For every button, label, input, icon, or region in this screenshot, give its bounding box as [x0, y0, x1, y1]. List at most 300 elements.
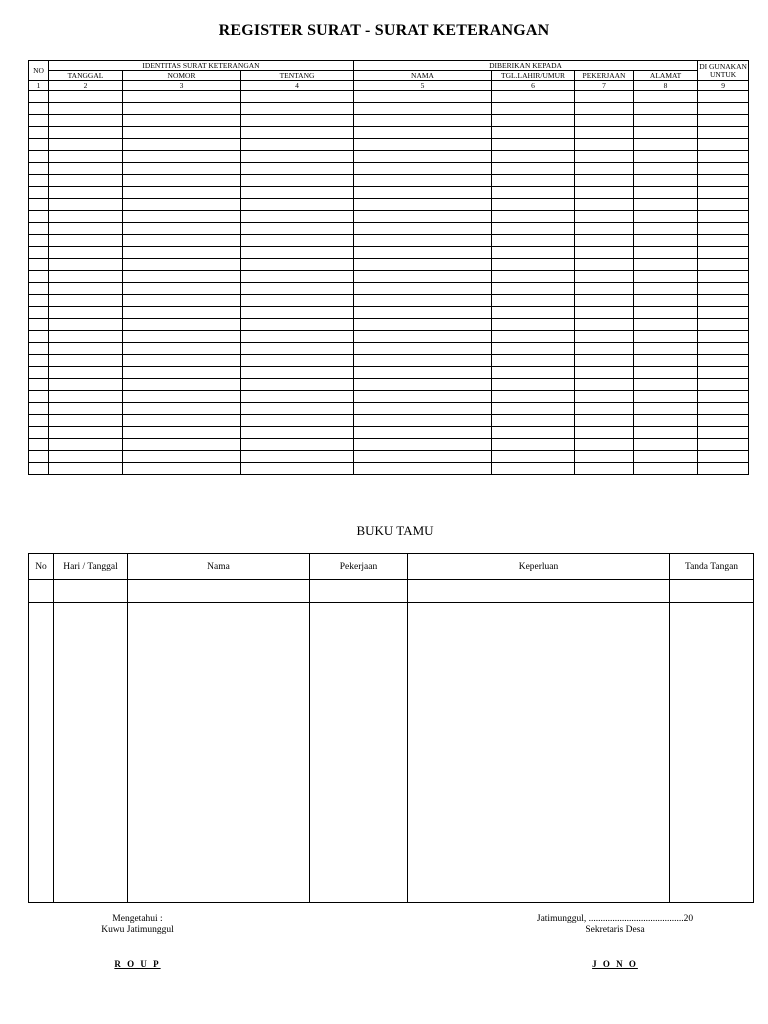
register-cell[interactable]	[123, 415, 241, 427]
register-cell[interactable]	[634, 463, 698, 475]
register-cell[interactable]	[49, 211, 123, 223]
register-cell[interactable]	[575, 331, 634, 343]
register-cell[interactable]	[698, 343, 749, 355]
register-cell[interactable]	[49, 223, 123, 235]
register-cell[interactable]	[634, 307, 698, 319]
register-cell[interactable]	[241, 331, 354, 343]
register-cell[interactable]	[575, 451, 634, 463]
guest-cell[interactable]	[128, 603, 310, 903]
register-cell[interactable]	[575, 343, 634, 355]
register-cell[interactable]	[492, 259, 575, 271]
register-cell[interactable]	[634, 271, 698, 283]
register-cell[interactable]	[575, 247, 634, 259]
register-cell[interactable]	[698, 403, 749, 415]
register-cell[interactable]	[354, 463, 492, 475]
register-cell[interactable]	[492, 283, 575, 295]
register-cell[interactable]	[575, 439, 634, 451]
register-cell[interactable]	[698, 439, 749, 451]
register-cell[interactable]	[698, 355, 749, 367]
register-cell[interactable]	[123, 427, 241, 439]
register-cell[interactable]	[241, 247, 354, 259]
register-cell[interactable]	[354, 175, 492, 187]
register-cell[interactable]	[241, 223, 354, 235]
register-cell[interactable]	[575, 115, 634, 127]
register-cell[interactable]	[354, 307, 492, 319]
register-cell[interactable]	[241, 439, 354, 451]
register-cell[interactable]	[492, 103, 575, 115]
register-cell[interactable]	[634, 295, 698, 307]
register-cell[interactable]	[698, 115, 749, 127]
register-cell[interactable]	[492, 307, 575, 319]
register-cell[interactable]	[123, 187, 241, 199]
register-cell[interactable]	[354, 151, 492, 163]
guest-cell[interactable]	[54, 580, 128, 603]
register-cell[interactable]	[634, 175, 698, 187]
register-cell[interactable]	[492, 187, 575, 199]
register-cell[interactable]	[29, 247, 49, 259]
register-cell[interactable]	[123, 391, 241, 403]
register-cell[interactable]	[29, 367, 49, 379]
register-cell[interactable]	[354, 367, 492, 379]
register-cell[interactable]	[49, 175, 123, 187]
register-cell[interactable]	[29, 463, 49, 475]
register-cell[interactable]	[123, 175, 241, 187]
register-cell[interactable]	[492, 163, 575, 175]
register-cell[interactable]	[29, 295, 49, 307]
register-cell[interactable]	[698, 463, 749, 475]
register-cell[interactable]	[29, 259, 49, 271]
register-cell[interactable]	[698, 379, 749, 391]
register-cell[interactable]	[49, 367, 123, 379]
register-cell[interactable]	[123, 223, 241, 235]
register-cell[interactable]	[634, 235, 698, 247]
register-cell[interactable]	[698, 151, 749, 163]
register-cell[interactable]	[29, 331, 49, 343]
register-cell[interactable]	[575, 271, 634, 283]
register-cell[interactable]	[123, 295, 241, 307]
register-cell[interactable]	[123, 343, 241, 355]
register-cell[interactable]	[241, 463, 354, 475]
register-cell[interactable]	[634, 115, 698, 127]
register-cell[interactable]	[634, 139, 698, 151]
register-cell[interactable]	[241, 367, 354, 379]
guest-cell[interactable]	[128, 580, 310, 603]
register-cell[interactable]	[29, 403, 49, 415]
register-cell[interactable]	[354, 91, 492, 103]
register-cell[interactable]	[575, 235, 634, 247]
register-cell[interactable]	[49, 115, 123, 127]
register-cell[interactable]	[241, 199, 354, 211]
register-cell[interactable]	[492, 343, 575, 355]
register-cell[interactable]	[698, 175, 749, 187]
register-cell[interactable]	[241, 91, 354, 103]
register-cell[interactable]	[634, 103, 698, 115]
register-cell[interactable]	[123, 319, 241, 331]
register-cell[interactable]	[49, 463, 123, 475]
register-cell[interactable]	[634, 319, 698, 331]
register-cell[interactable]	[354, 283, 492, 295]
register-cell[interactable]	[241, 271, 354, 283]
register-cell[interactable]	[49, 331, 123, 343]
register-cell[interactable]	[492, 367, 575, 379]
register-cell[interactable]	[354, 379, 492, 391]
register-cell[interactable]	[492, 415, 575, 427]
register-cell[interactable]	[575, 307, 634, 319]
register-cell[interactable]	[492, 439, 575, 451]
register-cell[interactable]	[492, 235, 575, 247]
register-cell[interactable]	[241, 403, 354, 415]
guest-cell[interactable]	[670, 603, 754, 903]
register-cell[interactable]	[29, 127, 49, 139]
register-cell[interactable]	[241, 283, 354, 295]
register-cell[interactable]	[575, 103, 634, 115]
register-cell[interactable]	[241, 187, 354, 199]
register-cell[interactable]	[575, 211, 634, 223]
register-cell[interactable]	[698, 211, 749, 223]
register-cell[interactable]	[492, 319, 575, 331]
register-cell[interactable]	[49, 259, 123, 271]
register-cell[interactable]	[698, 391, 749, 403]
register-cell[interactable]	[49, 427, 123, 439]
register-cell[interactable]	[49, 103, 123, 115]
register-cell[interactable]	[49, 295, 123, 307]
register-cell[interactable]	[634, 427, 698, 439]
register-cell[interactable]	[123, 247, 241, 259]
register-cell[interactable]	[354, 295, 492, 307]
register-cell[interactable]	[492, 355, 575, 367]
register-cell[interactable]	[634, 355, 698, 367]
register-cell[interactable]	[575, 175, 634, 187]
register-cell[interactable]	[29, 415, 49, 427]
register-cell[interactable]	[123, 307, 241, 319]
register-cell[interactable]	[241, 295, 354, 307]
register-cell[interactable]	[241, 151, 354, 163]
register-cell[interactable]	[29, 151, 49, 163]
register-cell[interactable]	[634, 187, 698, 199]
register-cell[interactable]	[698, 187, 749, 199]
register-cell[interactable]	[29, 163, 49, 175]
register-cell[interactable]	[241, 127, 354, 139]
register-cell[interactable]	[575, 187, 634, 199]
register-cell[interactable]	[29, 115, 49, 127]
register-cell[interactable]	[698, 427, 749, 439]
register-cell[interactable]	[29, 343, 49, 355]
register-cell[interactable]	[241, 211, 354, 223]
register-cell[interactable]	[29, 451, 49, 463]
register-cell[interactable]	[575, 379, 634, 391]
register-cell[interactable]	[123, 235, 241, 247]
register-cell[interactable]	[575, 319, 634, 331]
register-cell[interactable]	[354, 103, 492, 115]
register-cell[interactable]	[634, 343, 698, 355]
register-cell[interactable]	[492, 223, 575, 235]
register-cell[interactable]	[634, 91, 698, 103]
register-cell[interactable]	[492, 211, 575, 223]
register-cell[interactable]	[354, 199, 492, 211]
register-cell[interactable]	[492, 427, 575, 439]
guest-cell[interactable]	[310, 603, 408, 903]
register-cell[interactable]	[634, 331, 698, 343]
register-cell[interactable]	[29, 283, 49, 295]
register-cell[interactable]	[354, 439, 492, 451]
register-cell[interactable]	[575, 163, 634, 175]
register-cell[interactable]	[123, 355, 241, 367]
register-cell[interactable]	[492, 115, 575, 127]
register-cell[interactable]	[241, 427, 354, 439]
register-cell[interactable]	[49, 199, 123, 211]
register-cell[interactable]	[49, 151, 123, 163]
register-cell[interactable]	[354, 391, 492, 403]
register-cell[interactable]	[29, 307, 49, 319]
register-cell[interactable]	[634, 163, 698, 175]
register-cell[interactable]	[354, 343, 492, 355]
register-cell[interactable]	[241, 307, 354, 319]
register-cell[interactable]	[241, 259, 354, 271]
register-cell[interactable]	[49, 163, 123, 175]
register-cell[interactable]	[634, 367, 698, 379]
register-cell[interactable]	[698, 271, 749, 283]
register-cell[interactable]	[698, 451, 749, 463]
register-cell[interactable]	[492, 151, 575, 163]
register-cell[interactable]	[29, 187, 49, 199]
register-cell[interactable]	[492, 331, 575, 343]
register-cell[interactable]	[241, 319, 354, 331]
register-cell[interactable]	[49, 127, 123, 139]
register-cell[interactable]	[492, 175, 575, 187]
register-cell[interactable]	[575, 391, 634, 403]
register-cell[interactable]	[123, 403, 241, 415]
register-cell[interactable]	[49, 235, 123, 247]
register-cell[interactable]	[123, 115, 241, 127]
register-cell[interactable]	[123, 451, 241, 463]
register-cell[interactable]	[123, 283, 241, 295]
register-cell[interactable]	[241, 451, 354, 463]
register-cell[interactable]	[492, 199, 575, 211]
register-cell[interactable]	[634, 439, 698, 451]
register-cell[interactable]	[49, 271, 123, 283]
register-cell[interactable]	[634, 211, 698, 223]
register-cell[interactable]	[241, 175, 354, 187]
register-cell[interactable]	[29, 139, 49, 151]
register-cell[interactable]	[492, 271, 575, 283]
register-cell[interactable]	[634, 415, 698, 427]
register-cell[interactable]	[123, 463, 241, 475]
register-cell[interactable]	[575, 139, 634, 151]
register-cell[interactable]	[29, 319, 49, 331]
register-cell[interactable]	[49, 319, 123, 331]
register-cell[interactable]	[241, 115, 354, 127]
register-cell[interactable]	[634, 199, 698, 211]
register-cell[interactable]	[49, 391, 123, 403]
register-cell[interactable]	[123, 127, 241, 139]
register-cell[interactable]	[575, 199, 634, 211]
register-cell[interactable]	[123, 259, 241, 271]
register-cell[interactable]	[354, 355, 492, 367]
register-cell[interactable]	[123, 271, 241, 283]
guest-cell[interactable]	[310, 580, 408, 603]
register-cell[interactable]	[354, 427, 492, 439]
register-cell[interactable]	[241, 163, 354, 175]
guest-cell[interactable]	[29, 580, 54, 603]
register-cell[interactable]	[123, 199, 241, 211]
register-cell[interactable]	[49, 139, 123, 151]
register-cell[interactable]	[575, 415, 634, 427]
register-cell[interactable]	[123, 91, 241, 103]
register-cell[interactable]	[49, 379, 123, 391]
register-cell[interactable]	[634, 403, 698, 415]
register-cell[interactable]	[29, 379, 49, 391]
register-cell[interactable]	[29, 235, 49, 247]
register-cell[interactable]	[123, 439, 241, 451]
register-cell[interactable]	[492, 91, 575, 103]
register-cell[interactable]	[49, 415, 123, 427]
register-cell[interactable]	[698, 283, 749, 295]
register-cell[interactable]	[354, 235, 492, 247]
register-cell[interactable]	[354, 271, 492, 283]
register-cell[interactable]	[354, 403, 492, 415]
register-cell[interactable]	[354, 115, 492, 127]
register-cell[interactable]	[634, 451, 698, 463]
register-cell[interactable]	[123, 379, 241, 391]
register-cell[interactable]	[698, 139, 749, 151]
register-cell[interactable]	[354, 127, 492, 139]
register-cell[interactable]	[575, 403, 634, 415]
register-cell[interactable]	[634, 127, 698, 139]
register-cell[interactable]	[354, 211, 492, 223]
register-cell[interactable]	[123, 211, 241, 223]
register-cell[interactable]	[575, 91, 634, 103]
register-cell[interactable]	[634, 247, 698, 259]
register-cell[interactable]	[354, 163, 492, 175]
register-cell[interactable]	[29, 103, 49, 115]
register-cell[interactable]	[354, 247, 492, 259]
register-cell[interactable]	[49, 403, 123, 415]
register-cell[interactable]	[634, 391, 698, 403]
register-cell[interactable]	[354, 139, 492, 151]
register-cell[interactable]	[698, 103, 749, 115]
register-cell[interactable]	[575, 367, 634, 379]
register-cell[interactable]	[634, 283, 698, 295]
register-cell[interactable]	[492, 295, 575, 307]
register-cell[interactable]	[575, 427, 634, 439]
register-cell[interactable]	[698, 319, 749, 331]
register-cell[interactable]	[354, 259, 492, 271]
register-cell[interactable]	[575, 127, 634, 139]
register-cell[interactable]	[575, 259, 634, 271]
register-cell[interactable]	[698, 247, 749, 259]
guest-cell[interactable]	[29, 603, 54, 903]
register-cell[interactable]	[634, 259, 698, 271]
register-cell[interactable]	[698, 259, 749, 271]
register-cell[interactable]	[634, 379, 698, 391]
register-cell[interactable]	[123, 163, 241, 175]
register-cell[interactable]	[123, 331, 241, 343]
register-cell[interactable]	[634, 151, 698, 163]
register-cell[interactable]	[29, 211, 49, 223]
register-cell[interactable]	[575, 151, 634, 163]
register-cell[interactable]	[241, 235, 354, 247]
register-cell[interactable]	[575, 355, 634, 367]
register-cell[interactable]	[49, 91, 123, 103]
register-cell[interactable]	[634, 223, 698, 235]
register-cell[interactable]	[29, 199, 49, 211]
register-cell[interactable]	[492, 451, 575, 463]
register-cell[interactable]	[49, 439, 123, 451]
register-cell[interactable]	[698, 91, 749, 103]
register-cell[interactable]	[241, 415, 354, 427]
register-cell[interactable]	[29, 439, 49, 451]
register-cell[interactable]	[49, 355, 123, 367]
register-cell[interactable]	[492, 127, 575, 139]
register-cell[interactable]	[354, 187, 492, 199]
register-cell[interactable]	[698, 199, 749, 211]
register-cell[interactable]	[123, 367, 241, 379]
register-cell[interactable]	[698, 307, 749, 319]
guest-cell[interactable]	[54, 603, 128, 903]
register-cell[interactable]	[49, 247, 123, 259]
register-cell[interactable]	[123, 151, 241, 163]
register-cell[interactable]	[492, 463, 575, 475]
register-cell[interactable]	[575, 463, 634, 475]
register-cell[interactable]	[49, 283, 123, 295]
register-cell[interactable]	[354, 331, 492, 343]
register-cell[interactable]	[49, 307, 123, 319]
register-cell[interactable]	[29, 223, 49, 235]
register-cell[interactable]	[492, 247, 575, 259]
register-cell[interactable]	[29, 271, 49, 283]
register-cell[interactable]	[241, 103, 354, 115]
register-cell[interactable]	[575, 223, 634, 235]
register-cell[interactable]	[241, 379, 354, 391]
register-cell[interactable]	[698, 223, 749, 235]
register-cell[interactable]	[123, 139, 241, 151]
register-cell[interactable]	[492, 403, 575, 415]
register-cell[interactable]	[354, 223, 492, 235]
register-cell[interactable]	[698, 235, 749, 247]
register-cell[interactable]	[492, 391, 575, 403]
register-cell[interactable]	[698, 367, 749, 379]
register-cell[interactable]	[354, 319, 492, 331]
register-cell[interactable]	[492, 379, 575, 391]
register-cell[interactable]	[29, 355, 49, 367]
register-cell[interactable]	[49, 451, 123, 463]
register-cell[interactable]	[575, 295, 634, 307]
register-cell[interactable]	[241, 391, 354, 403]
guest-cell[interactable]	[408, 603, 670, 903]
register-cell[interactable]	[29, 91, 49, 103]
register-cell[interactable]	[241, 355, 354, 367]
register-cell[interactable]	[354, 415, 492, 427]
register-cell[interactable]	[698, 415, 749, 427]
register-cell[interactable]	[698, 163, 749, 175]
register-cell[interactable]	[29, 175, 49, 187]
register-cell[interactable]	[698, 127, 749, 139]
register-cell[interactable]	[29, 427, 49, 439]
register-cell[interactable]	[241, 343, 354, 355]
register-cell[interactable]	[123, 103, 241, 115]
register-cell[interactable]	[49, 343, 123, 355]
register-cell[interactable]	[241, 139, 354, 151]
register-cell[interactable]	[354, 451, 492, 463]
register-cell[interactable]	[698, 295, 749, 307]
register-cell[interactable]	[575, 283, 634, 295]
register-cell[interactable]	[29, 391, 49, 403]
register-cell[interactable]	[492, 139, 575, 151]
register-cell[interactable]	[49, 187, 123, 199]
guest-cell[interactable]	[408, 580, 670, 603]
register-cell[interactable]	[698, 331, 749, 343]
guest-cell[interactable]	[670, 580, 754, 603]
